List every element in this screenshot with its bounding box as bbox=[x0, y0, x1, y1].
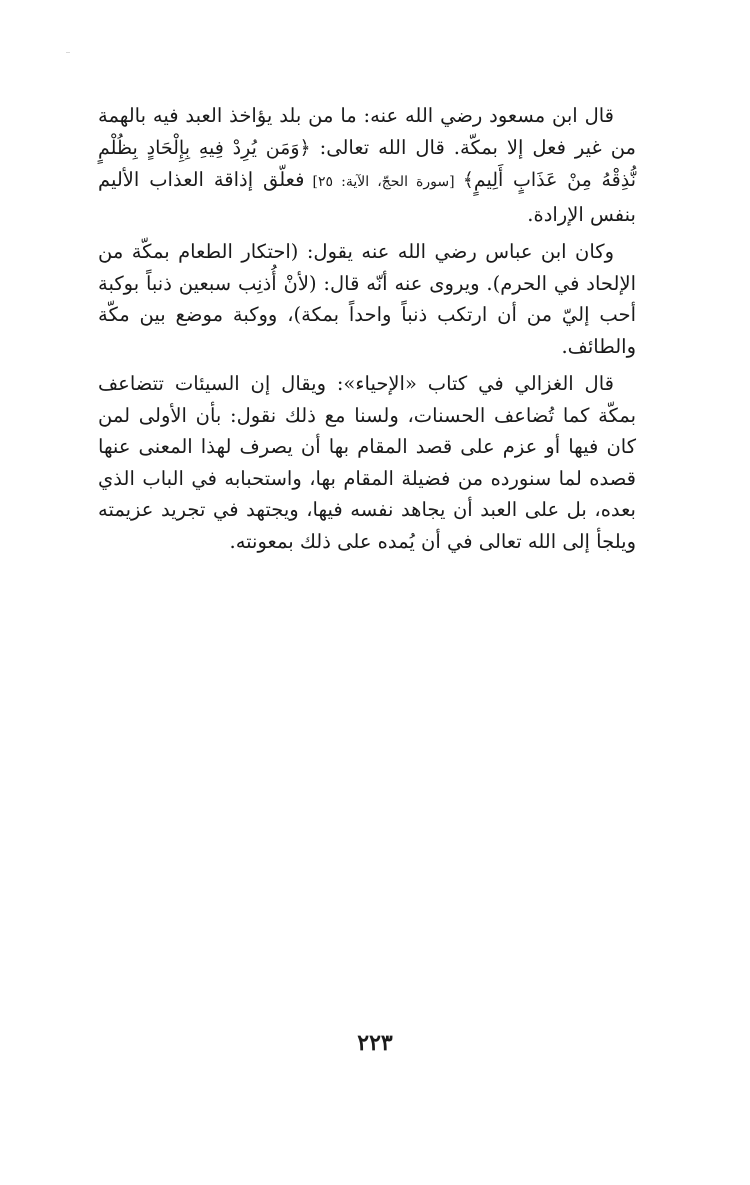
quran-verse: ﴿وَمَن يُرِدْ فِيهِ بِإِلْحَادٍ بِظُلْمٍ نُّذِقْهُ مِنْ عَذَابٍ أَلِيمٍ﴾ bbox=[98, 136, 636, 191]
paragraph-text: وكان ابن عباس رضي الله عنه يقول: (احتكار الطعام بمكّة من الإلحاد في الحرم). ويروى عنه أنّه قال: (لأنْ أُذنِب سبعين ذنباً بوكبة أحب إليّ من أن ارتكب ذنباً واحداً بمكة)، ووكبة موضع بين مكّة والطائف. bbox=[98, 240, 636, 358]
paragraph-ghazali bbox=[98, 368, 636, 557]
paragraph-ibn-abbas bbox=[98, 236, 636, 362]
scan-mark bbox=[66, 52, 70, 53]
paragraph-text: قال ابن مسعود رضي الله عنه: ما من بلد يؤاخذ العبد فيه بالهمة من غير فعل إلا بمكّة. قال الله تعالى: bbox=[98, 104, 636, 159]
paragraph-text: فعلّق إذاقة العذاب الأليم بنفس الإرادة. bbox=[98, 168, 636, 226]
page-number: ٢٢٣ bbox=[357, 1030, 393, 1056]
paragraph-text: قال الغزالي في كتاب «الإحياء»: ويقال إن السيئات تتضاعف بمكّة كما تُضاعف الحسنات، ولسنا مع ذلك نقول: بأن الأولى لمن كان فيها أو عزم على قصد المقام بها أن يصرف لهذا المعنى عنها قصده لما سنورده من فضيلة المقام بها، واستحبابه في الباب الذي بعده، بل على العبد أن يجاهد نفسه فيها، ويجتهد في تجريد عزيمته ويلجأ إلى الله تعالى في أن يُمده على ذلك بمعونته. bbox=[98, 372, 636, 553]
body-text bbox=[98, 100, 636, 563]
verse-reference: [سورة الحجّ، الآية: ٢٥] bbox=[304, 174, 463, 190]
paragraph-ibn-masud bbox=[98, 100, 636, 230]
